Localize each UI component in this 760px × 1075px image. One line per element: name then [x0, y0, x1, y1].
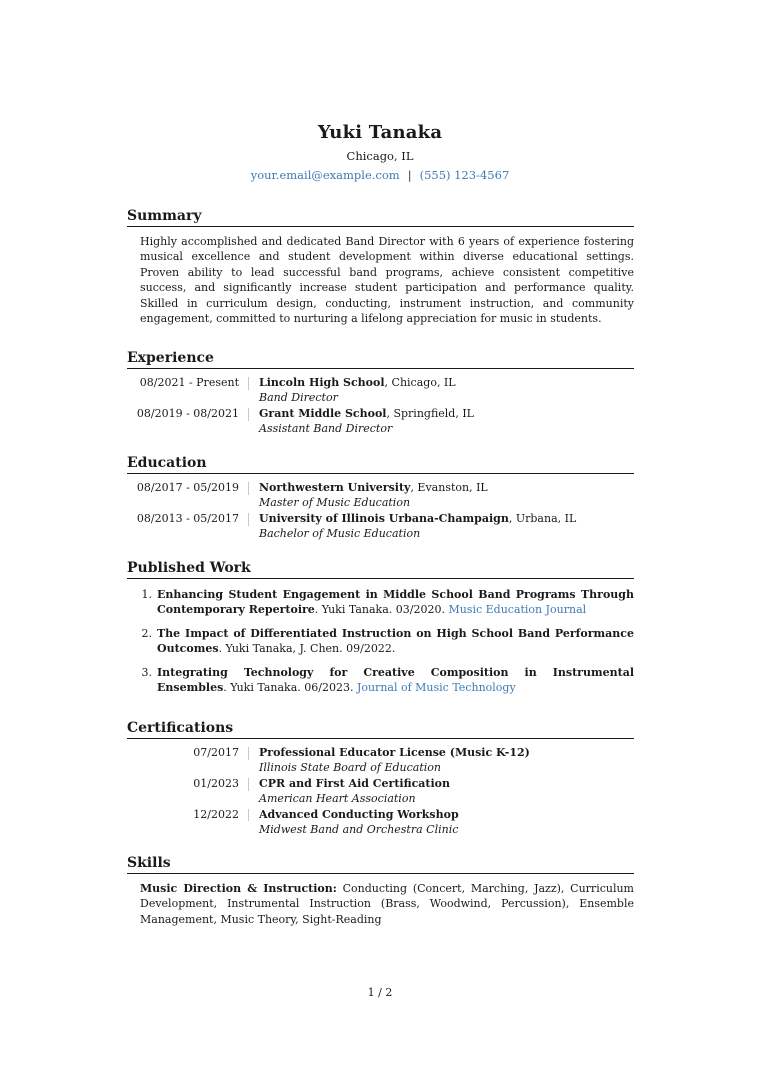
entry-date: 08/2013 - 05/2017 — [136, 511, 239, 525]
entry-role: Bachelor of Music Education — [259, 527, 421, 541]
entry-organization: Northwestern University — [259, 481, 411, 494]
entry-info — [259, 807, 459, 838]
entry-info — [259, 375, 456, 406]
entry-place: , Springfield, IL — [386, 406, 474, 420]
published-work-heading: Published Work — [127, 560, 634, 579]
summary-section — [127, 208, 634, 326]
publication-number: 1. — [141, 588, 152, 601]
publication-title: Integrating Technology for Creative Composition in Instrumental Ensembles — [157, 665, 634, 695]
certification-entry — [127, 745, 634, 776]
publication-number: 3. — [141, 665, 152, 679]
publication-details: . Yuki Tanaka. 06/2023. — [223, 681, 357, 695]
entry-date: 08/2017 - 05/2019 — [136, 481, 239, 494]
publication-text — [157, 665, 634, 696]
publication-details: . Yuki Tanaka. 03/2020. — [314, 603, 449, 617]
publication-title: The Impact of Differentiated Instruction on High School Band Performance Outcomes — [157, 626, 634, 656]
skills-section — [127, 855, 634, 927]
certification-issuer: Midwest Band and Orchestra Clinic — [259, 823, 459, 837]
entry-divider — [248, 377, 249, 390]
certifications-heading: Certifications — [127, 720, 634, 739]
experience-entry — [127, 406, 634, 437]
entry-info — [259, 511, 576, 542]
education-entry — [127, 511, 634, 542]
certification-name: Professional Educator License (Music K-12) — [259, 746, 530, 759]
entry-divider — [248, 747, 249, 760]
phone-link[interactable]: (555) 123-4567 — [419, 168, 510, 182]
publication-text — [157, 626, 634, 657]
entry-info — [259, 776, 450, 807]
publication-text — [157, 587, 634, 618]
education-entry — [127, 480, 634, 511]
entry-date: 08/2019 - 08/2021 — [136, 406, 239, 420]
page-number: 1 / 2 — [367, 986, 393, 999]
entry-divider — [248, 482, 249, 495]
publication-list — [127, 587, 634, 695]
summary-heading: Summary — [127, 208, 634, 227]
skills-text — [140, 881, 634, 927]
candidate-location: Chicago, IL — [346, 149, 414, 163]
certification-issuer: American Heart Association — [259, 792, 416, 806]
skill-list: Conducting (Concert, Marching, Jazz), Curriculum Development, Instrumental Instruction (Brass, Woodwind, Percussion), Ensemble Management, Music Theory, Sight-Reading — [140, 882, 634, 926]
entry-role: Master of Music Education — [259, 496, 411, 510]
skill-category-label: Music Direction & Instruction: — [140, 882, 337, 895]
education-heading: Education — [127, 455, 634, 474]
entry-organization: Grant Middle School — [259, 406, 387, 420]
publication-link[interactable]: Music Education Journal — [448, 603, 587, 617]
experience-section — [127, 350, 634, 437]
entry-divider — [248, 408, 249, 421]
entry-info — [259, 406, 474, 437]
publication-details: . Yuki Tanaka, J. Chen. 09/2022. — [218, 642, 396, 656]
publication-item — [127, 587, 634, 618]
skills-heading: Skills — [127, 855, 634, 874]
entry-info — [259, 745, 530, 776]
entry-info — [259, 480, 488, 511]
entry-place: , Chicago, IL — [384, 376, 456, 389]
certifications-section — [127, 720, 634, 837]
publication-number: 2. — [141, 626, 152, 640]
entry-divider — [248, 809, 249, 822]
experience-heading: Experience — [127, 350, 634, 369]
entry-place: , Urbana, IL — [508, 511, 577, 525]
email-link[interactable]: your.email@example.com — [250, 168, 400, 182]
entry-organization: University of Illinois Urbana-Champaign — [259, 511, 509, 525]
contact-line — [0, 168, 760, 182]
publication-item — [127, 665, 634, 696]
entry-date: 01/2023 — [193, 776, 239, 790]
entry-date: 07/2017 — [193, 746, 239, 759]
entry-role: Band Director — [259, 391, 338, 405]
certification-issuer: Illinois State Board of Education — [259, 761, 441, 775]
certification-entry — [127, 807, 634, 838]
certification-name: CPR and First Aid Certification — [259, 776, 450, 790]
entry-role: Assistant Band Director — [259, 422, 393, 436]
certification-list — [127, 745, 634, 837]
education-section — [127, 455, 634, 542]
experience-entry — [127, 375, 634, 406]
entry-divider — [248, 778, 249, 791]
publication-link[interactable]: Journal of Music Technology — [356, 681, 516, 695]
resume-header — [0, 122, 760, 182]
entry-date: 08/2021 - Present — [139, 376, 239, 389]
entry-organization: Lincoln High School — [259, 376, 385, 389]
publication-item — [127, 626, 634, 657]
entry-date: 12/2022 — [193, 807, 239, 821]
experience-list — [127, 375, 634, 437]
education-list — [127, 480, 634, 542]
certification-entry — [127, 776, 634, 807]
published-work-section — [127, 560, 634, 703]
summary-text: Highly accomplished and dedicated Band Director with 6 years of experience fostering musical excellence and student development within diverse educational settings. Proven ability to lead successful band programs, achieve consistent competitive success, and significantly increase student participation and performance quality. Skilled in curriculum design, conducting, instrument instruction, and community engagement, committed to nurturing a lifelong appreciation for music in students. — [140, 235, 634, 326]
candidate-name: Yuki Tanaka — [317, 122, 443, 143]
certification-name: Advanced Conducting Workshop — [259, 807, 459, 821]
contact-separator: | — [407, 168, 412, 182]
entry-divider — [248, 513, 249, 526]
publication-title: Enhancing Student Engagement in Middle School Band Programs Through Contemporary Repertoire — [157, 588, 634, 617]
entry-place: , Evanston, IL — [410, 481, 488, 494]
